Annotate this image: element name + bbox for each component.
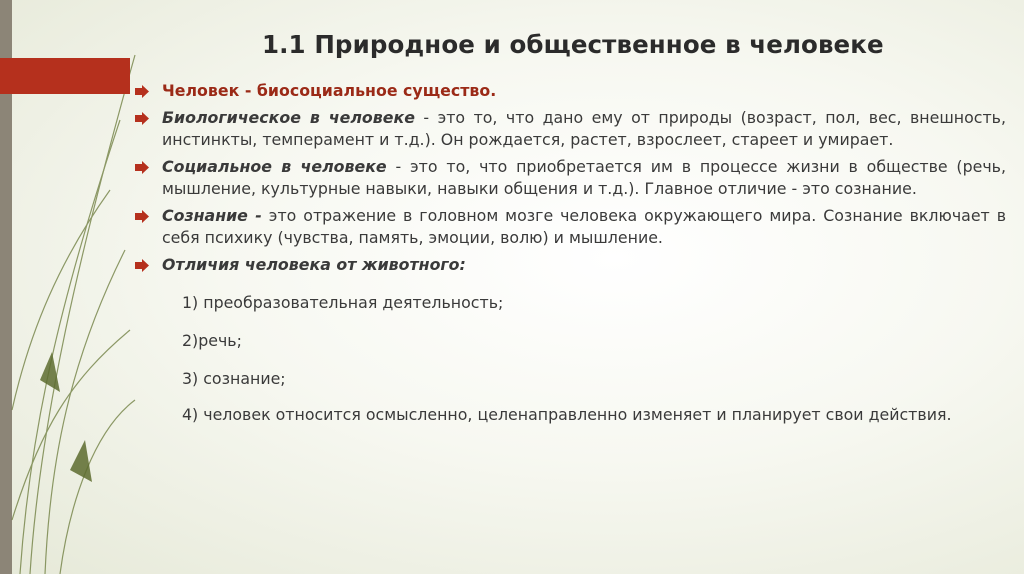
bullet-lead: Биологическое в человеке xyxy=(162,108,415,127)
arrow-bullet-icon xyxy=(135,161,149,174)
difference-item: 1) преобразовательная деятельность; xyxy=(182,293,504,312)
bullet-lead: Отличия человека от животного: xyxy=(162,255,466,274)
bullet-text: - это то, что дано ему от природы (возраст, пол, вес, внешность, инстинкты, темперамент и т.д.). Он рождается, растет, взрослеет, стареет и умирает. xyxy=(162,108,1007,149)
bullet-text: - это то, что приобретается им в процессе жизни в обществе (речь, мышление, культурные навыки, навыки общения и т.д.). Главное отличие - это сознание. xyxy=(162,157,1007,198)
title-accent-band xyxy=(0,58,130,94)
bullet-lead: Человек - биосоциальное существо. xyxy=(162,81,497,100)
bullet-lead: Социальное в человеке xyxy=(162,157,387,176)
slide-title: 1.1 Природное и общественное в человеке xyxy=(262,30,884,59)
bullet-lead: Сознание - xyxy=(162,206,262,225)
slide-content xyxy=(134,80,1006,426)
bullet-item xyxy=(134,80,1006,102)
difference-item: 2)речь; xyxy=(182,331,242,350)
bullet-item xyxy=(134,107,1006,151)
difference-item: 4) человек относится осмысленно, целенаправленно изменяет и планирует свои действия. xyxy=(182,405,952,424)
arrow-bullet-icon xyxy=(135,85,149,98)
arrow-bullet-icon xyxy=(135,259,149,272)
bullet-item xyxy=(134,156,1006,200)
arrow-bullet-icon xyxy=(135,210,149,223)
bullet-text: это отражение в головном мозге человека окружающего мира. Сознание включает в себя психику (чувства, память, эмоции, волю) и мышление. xyxy=(162,206,1007,247)
bullet-item xyxy=(134,254,1006,276)
difference-item: 3) сознание; xyxy=(182,369,286,388)
bullet-item xyxy=(134,205,1006,249)
arrow-bullet-icon xyxy=(135,112,149,125)
